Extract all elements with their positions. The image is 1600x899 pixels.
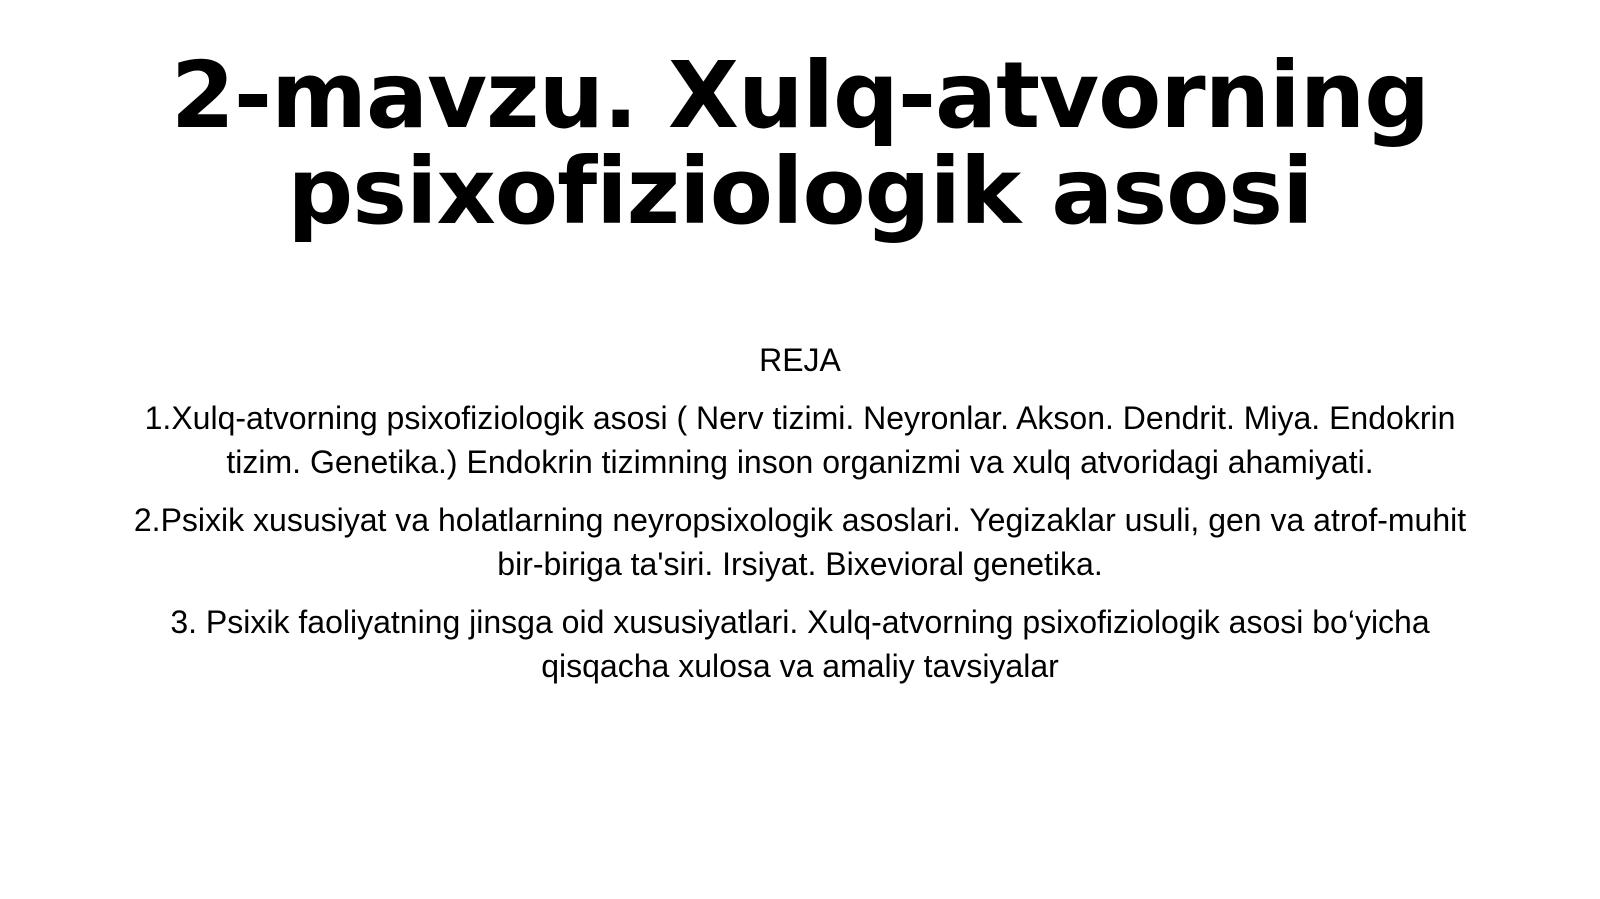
plan-item-3: 3. Psixik faoliyatning jinsga oid xususiyatlari. Xulq-atvorning psixofiziologik asosi bo‘yicha qisqacha xulosa va amaliy tavsiyalar — [170, 604, 1430, 684]
plan-heading: REJA — [759, 342, 841, 378]
slide-title-line-1: 2-mavzu. Xulq-atvorning — [170, 42, 1430, 149]
slide-title — [100, 42, 1500, 245]
plan-item-1: 1.Xulq-atvorning psixofiziologik asosi ( Nerv tizimi. Neyronlar. Akson. Dendrit. Miya. Endokrin tizim. Genetika.) Endokrin tizimning inson organizmi va xulq atvoridagi ahamiyati. — [144, 400, 1456, 480]
slide-title-line-2: psixofiziologik asosi — [287, 138, 1313, 245]
plan-item-2: 2.Psixik xususiyat va holatlarning neyropsixologik asoslari. Yegizaklar usuli, gen va atrof-muhit bir-biriga ta'siri. Irsiyat. Bixevioral genetika. — [133, 502, 1467, 582]
plan-section — [120, 340, 1480, 702]
